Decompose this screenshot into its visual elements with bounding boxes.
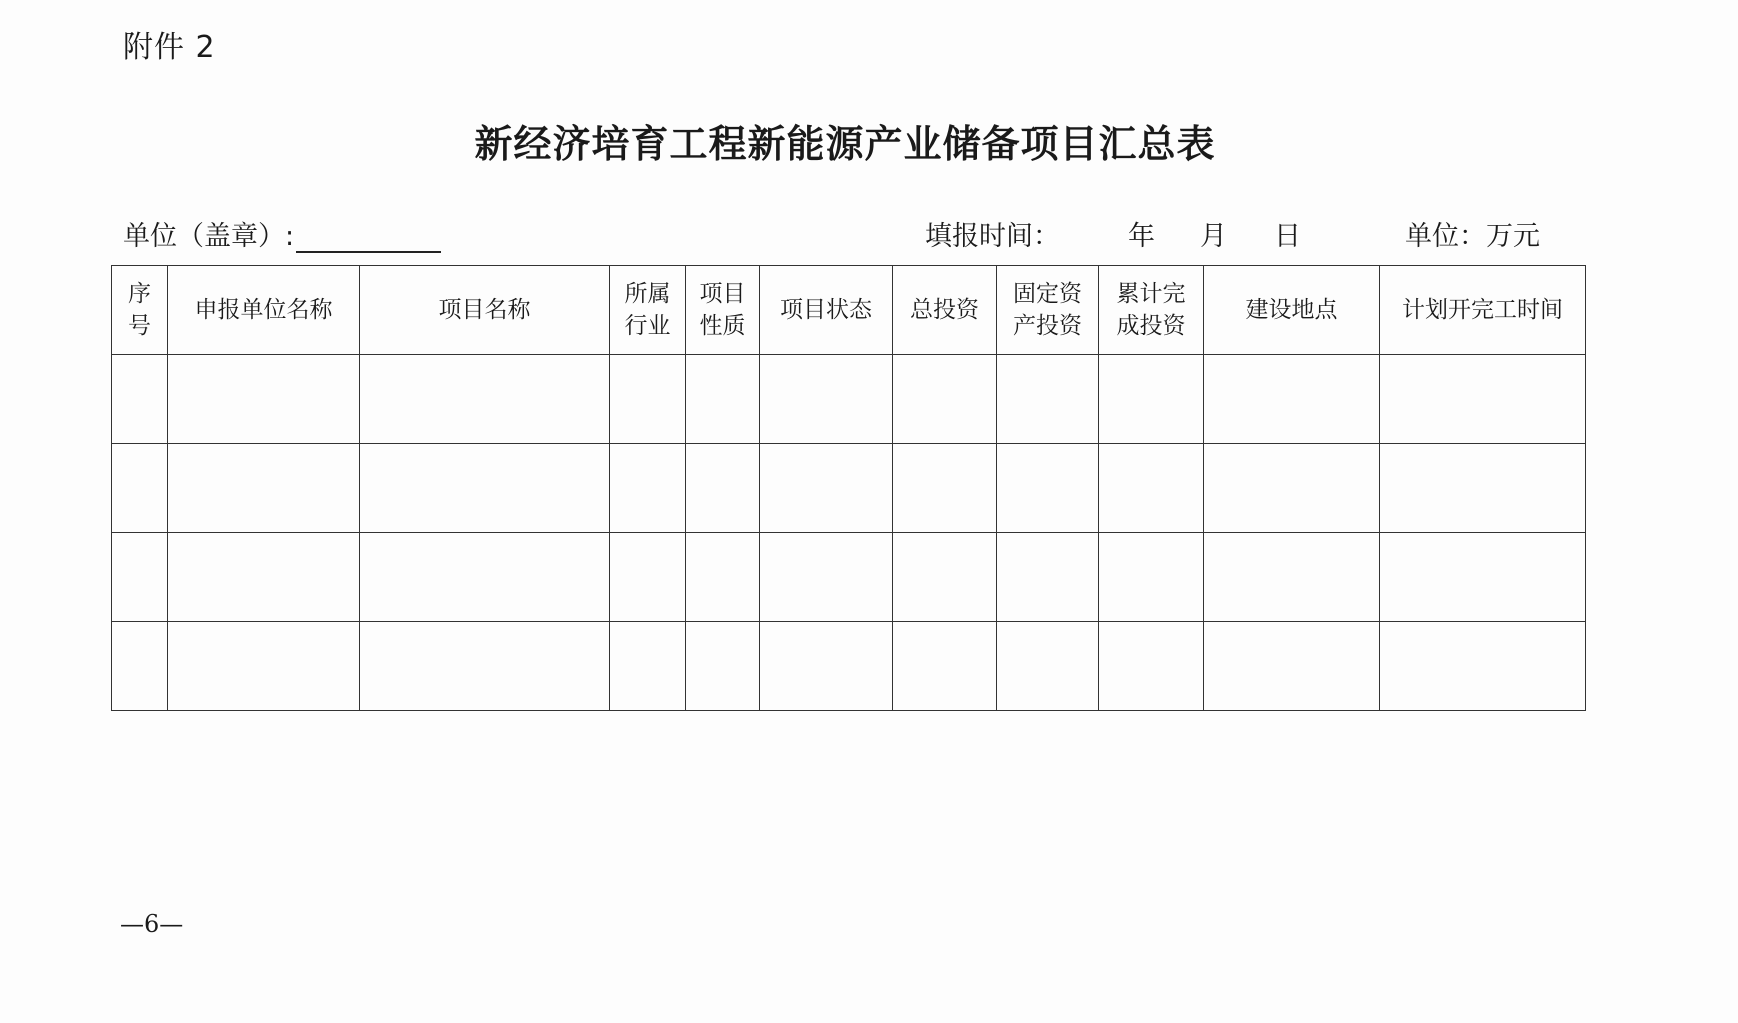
table-cell [610,355,686,444]
attachment-label: 附件 2 [123,30,216,65]
header-cell-schedule: 计划开完工时间 [1380,266,1586,355]
table-cell [1099,355,1204,444]
header-cell-index: 序 号 [112,266,168,355]
header-cell-location: 建设地点 [1204,266,1380,355]
table-row [112,533,1586,622]
table-cell [760,444,893,533]
table-cell [168,355,360,444]
day-label: 日 [1274,221,1301,252]
table-cell [168,444,360,533]
table-cell [1099,622,1204,711]
table-cell [893,533,997,622]
page-title: 新经济培育工程新能源产业储备项目汇总表 [474,121,1216,166]
header-cell-cumulative-investment: 累计完 成投资 [1099,266,1204,355]
table-cell [1380,355,1586,444]
table-cell [112,533,168,622]
header-cell-nature: 项目 性质 [686,266,760,355]
header-cell-industry: 所属 行业 [610,266,686,355]
unit-stamp-label: 单位（盖章）: [123,221,295,252]
table-row [112,355,1586,444]
table-cell [1380,622,1586,711]
table-cell [1099,533,1204,622]
table-cell [360,533,610,622]
table-row [112,444,1586,533]
table-cell [893,444,997,533]
table-cell [1204,622,1380,711]
table-cell [610,622,686,711]
money-unit-label: 单位：万元 [1405,221,1540,252]
table-cell [112,622,168,711]
table-cell [1204,444,1380,533]
header-cell-fixed-asset-investment: 固定资 产投资 [997,266,1099,355]
table-cell [1380,533,1586,622]
table-cell [686,355,760,444]
header-cell-status: 项目状态 [760,266,893,355]
table-cell [997,355,1099,444]
table-cell [1204,533,1380,622]
month-label: 月 [1200,221,1227,252]
summary-table [111,265,1586,711]
table-cell [112,355,168,444]
table-cell [997,533,1099,622]
table-cell [360,622,610,711]
header-cell-applicant: 申报单位名称 [168,266,360,355]
table-cell [360,355,610,444]
table-cell [686,622,760,711]
table-cell [997,622,1099,711]
year-label: 年 [1128,221,1155,252]
table-cell [893,622,997,711]
table-cell [760,533,893,622]
fill-time-label: 填报时间： [925,221,1060,252]
header-cell-project-name: 项目名称 [360,266,610,355]
table-cell [686,444,760,533]
unit-stamp-blank-line [296,227,441,253]
table-cell [1380,444,1586,533]
table-cell [760,355,893,444]
table-header-row [112,266,1586,355]
page-number: —6— [120,910,184,938]
table-cell [686,533,760,622]
table-cell [610,533,686,622]
table-cell [610,444,686,533]
table-row [112,622,1586,711]
table-cell [168,622,360,711]
unit-stamp-field [123,214,441,253]
table-cell [360,444,610,533]
table-cell [168,533,360,622]
table-cell [997,444,1099,533]
table-cell [893,355,997,444]
table-cell [1204,355,1380,444]
table-cell [112,444,168,533]
table-cell [1099,444,1204,533]
header-cell-total-investment: 总投资 [893,266,997,355]
table-cell [760,622,893,711]
